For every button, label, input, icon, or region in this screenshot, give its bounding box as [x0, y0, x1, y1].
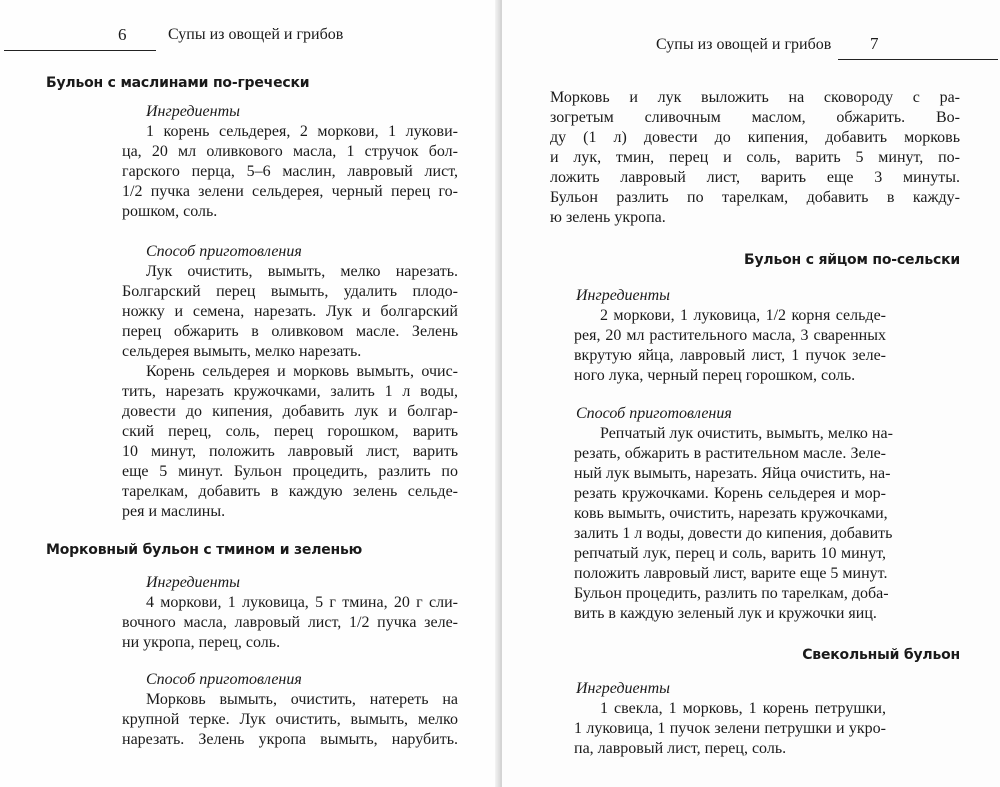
method-heading: Способ приготовления [576, 405, 732, 422]
running-header: Супы из овощей и грибов [656, 36, 832, 53]
ingredients-text: 2 моркови, 1 луковица, 1/2 корня сельде- рея, 20 мл растительного масла, 3 сваренных вкрутую яйца, лавровый лист, 1 пучок зеле- ного лука, черный перец горошком, соль. [574, 307, 886, 384]
recipe-title: Бульон с яйцом по-сельски [744, 252, 960, 268]
header-rule [4, 50, 156, 51]
page-number: 6 [118, 25, 127, 44]
ingredients-heading: Ингредиенты [576, 287, 670, 304]
recipe-title: Свекольный бульон [802, 647, 960, 663]
method-heading: Способ приготовления [146, 671, 302, 688]
method-paragraph: Морковь вымыть, очистить, натереть на крупной терке. Лук очистить, вымыть, мелко нарезать. Зелень укропа вымыть, нарубить. [122, 691, 458, 748]
ingredients-text: 1 свекла, 1 морковь, 1 корень петрушки, 1 луковица, 1 пучок зелени петрушки и укро- па, лавровый лист, перец, соль. [574, 700, 886, 757]
recipe-title: Бульон с маслинами по-гречески [46, 75, 310, 91]
continuation-paragraph: Морковь и лук выложить на сковороду с ра- зогретым сливочным маслом, обжарить. Во- ду (1 л) довести до кипения, добавить морковь и лук, тмин, перец и соль, варить 5 минут, по- ложить лавровый лист, варить еще 3 минуты. Бульон разлить по тарелкам, добавить в кажду- ю зелень укропа. [550, 89, 960, 226]
method-paragraph: Репчатый лук очистить, вымыть, мелко на- резать, обжарить в растительном масле. Зеле- ный лук вымыть, нарезать. Яйца очистить, на- резать кружочками. Корень сельдерея и мор- ковь вымыть, очистить, нарезать кружочками, залить 1 л воды, довести до кипения, добавить репчатый лук, перец и соль, варить 10 минут, положить лавровый лист, варите еще 5 минут. Бульон процедить, разлить по тарелкам, доба- вить в каждую зеленый лук и кружочки яиц. [574, 425, 893, 622]
left-page [0, 0, 498, 787]
ingredients-text: 1 корень сельдерея, 2 моркови, 1 лукови- ца, 20 мл оливкового масла, 1 стручок бол- гарского перца, 5–6 маслин, лавровый лист, 1/2 пучка зелени сельдерея, черный перец го- рошком, соль. [122, 123, 458, 220]
right-page [502, 0, 1000, 787]
page-number: 7 [870, 34, 879, 53]
running-header: Супы из овощей и грибов [168, 26, 344, 43]
method-heading: Способ приготовления [146, 243, 302, 260]
recipe-title: Морковный бульон с тмином и зеленью [46, 542, 363, 558]
header-rule [838, 59, 998, 60]
ingredients-text: 4 моркови, 1 луковица, 5 г тмина, 20 г сли- вочного масла, лавровый лист, 1/2 пучка зеле- ни укропа, перец, соль. [122, 594, 458, 651]
ingredients-heading: Ингредиенты [146, 103, 240, 120]
method-paragraph: Корень сельдерея и морковь вымыть, очис- тить, нарезать кружочками, залить 1 л воды, довести до кипения, добавить лук и болгар- ский перец, соль, перец горошком, варить 10 минут, положить лавровый лист, варить еще 5 минут. Бульон процедить, разлить по тарелкам, добавить в каждую зелень сельде- рея и маслины. [122, 363, 458, 520]
method-paragraph: Лук очистить, вымыть, мелко нарезать. Болгарский перец вымыть, удалить плодо- ножку и семена, нарезать. Лук и болгарский перец обжарить в оливковом масле. Зелень сельдерея вымыть, мелко нарезать. [122, 263, 458, 360]
ingredients-heading: Ингредиенты [146, 574, 240, 591]
ingredients-heading: Ингредиенты [576, 680, 670, 697]
